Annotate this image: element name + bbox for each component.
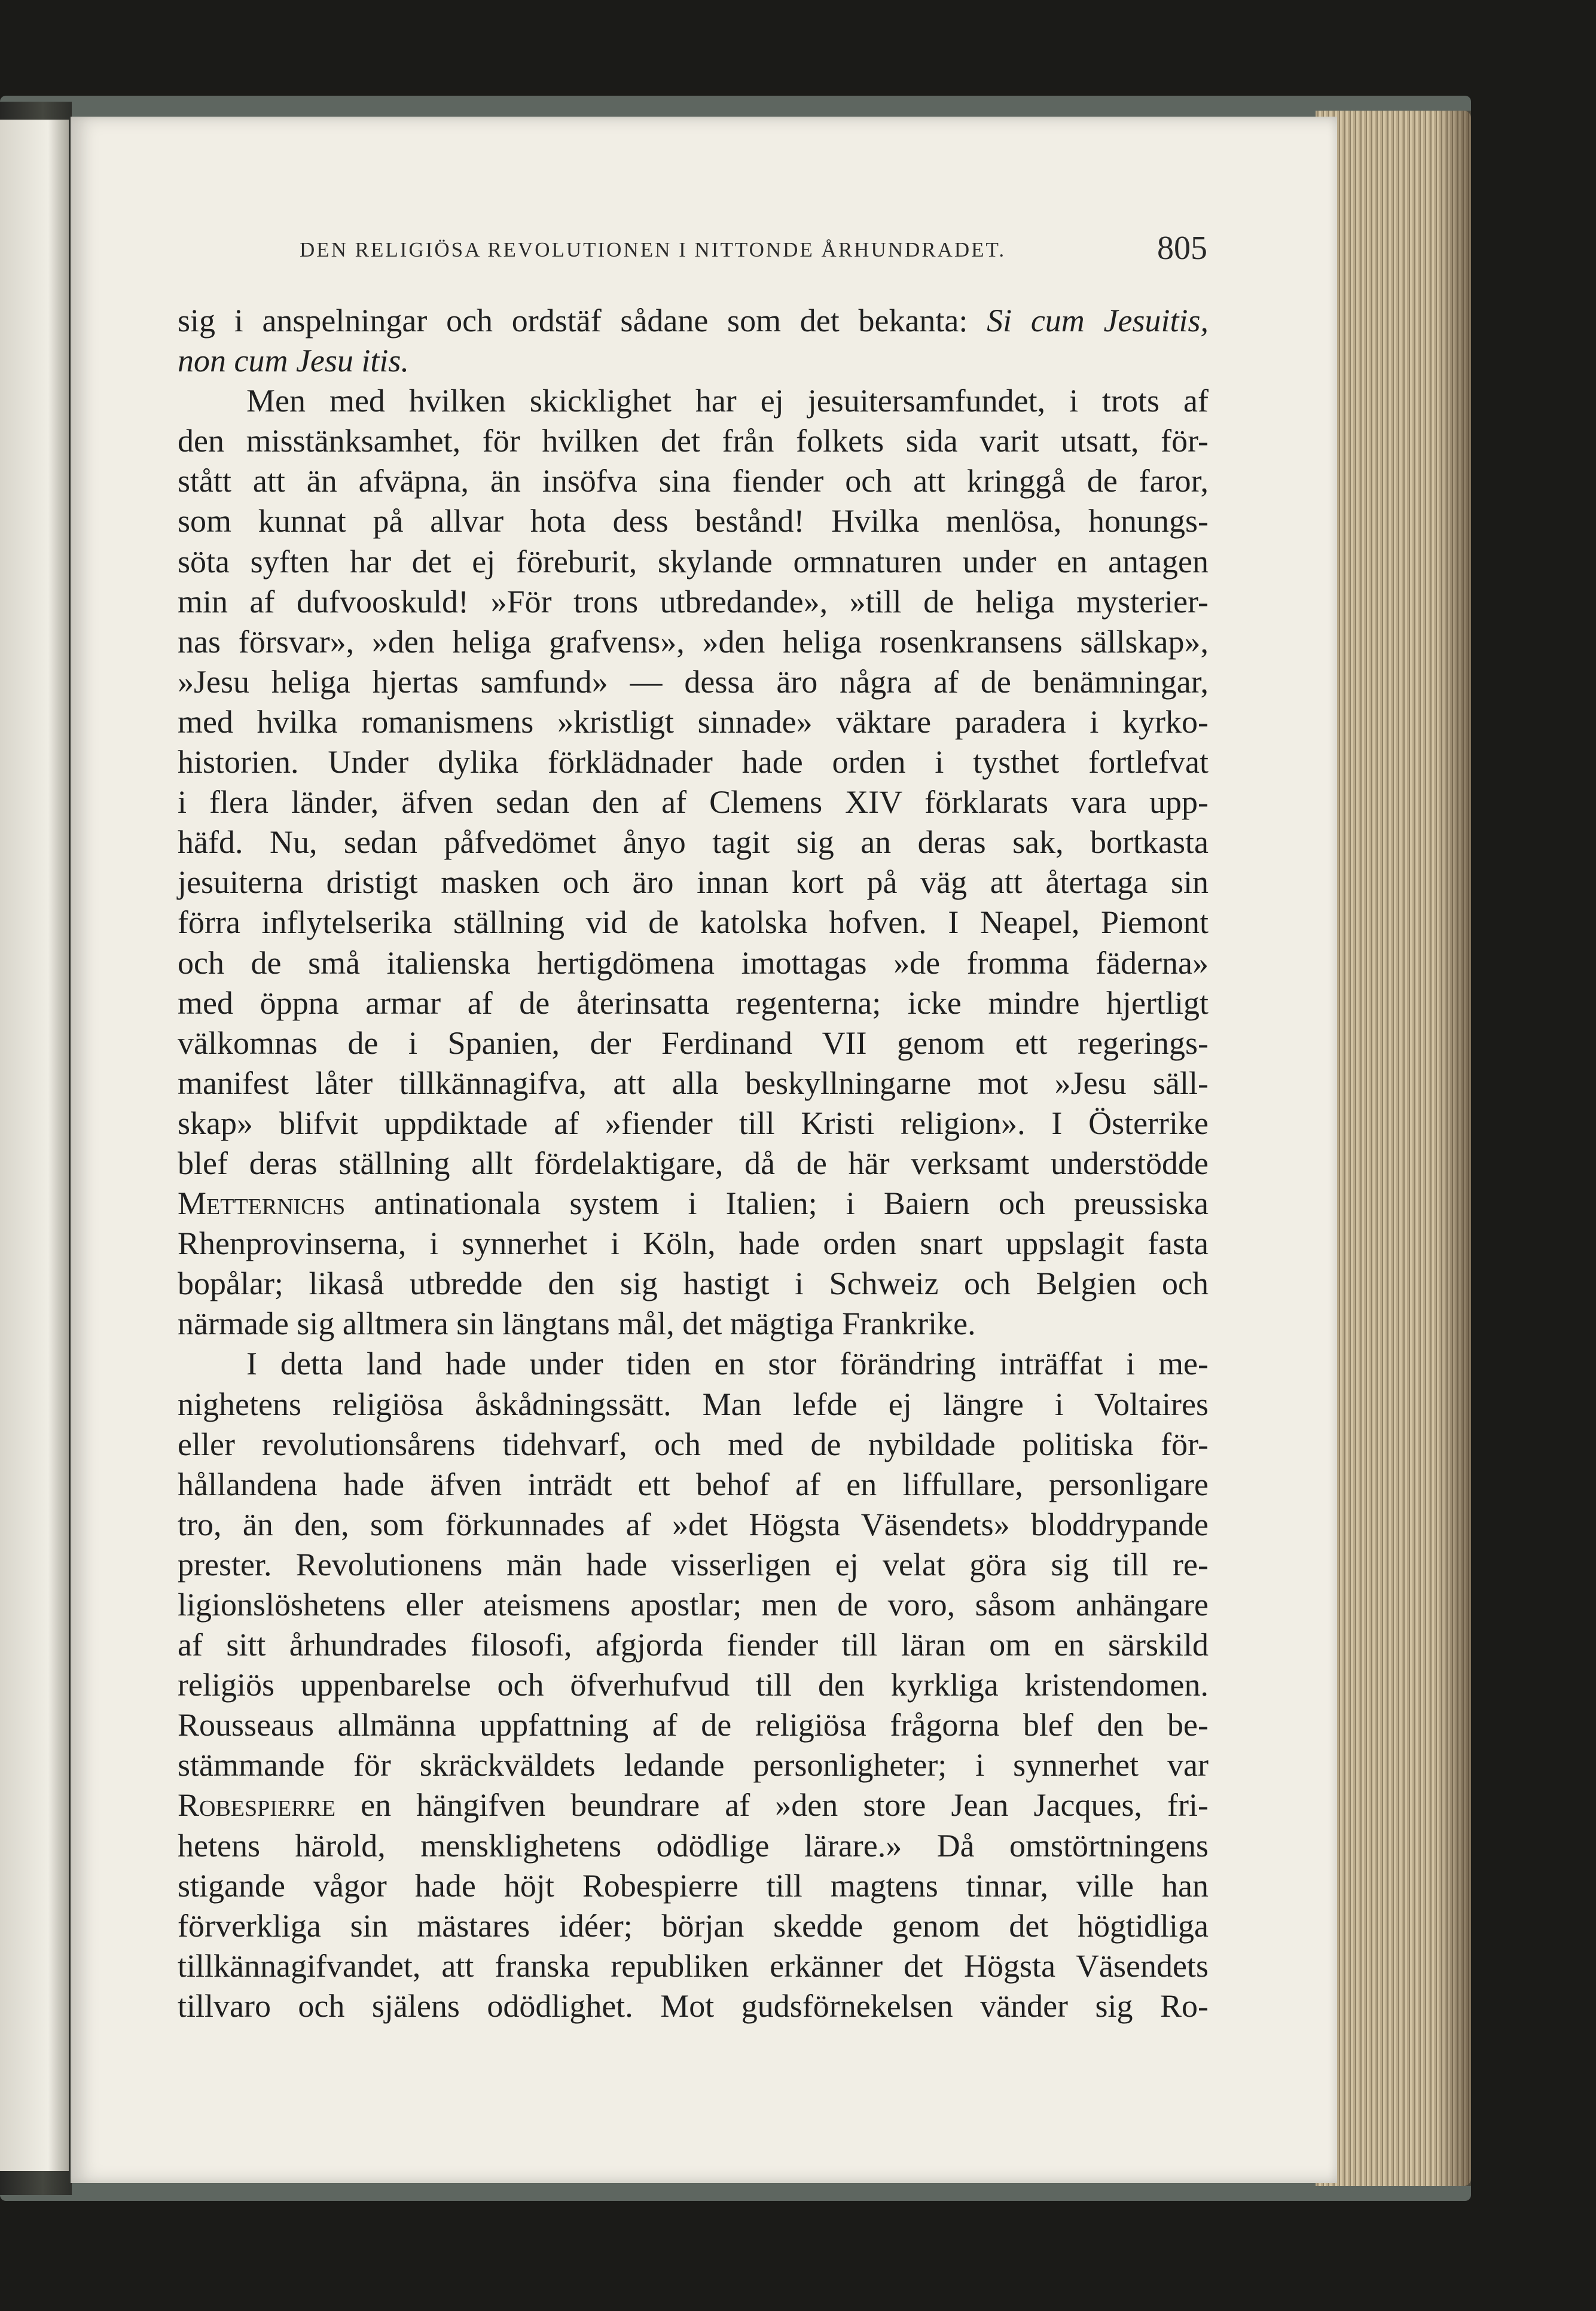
text-segment: ligionslöshetens eller ateismens apostlar; men de voro, såsom anhängare [178, 1587, 1209, 1623]
text-line [178, 1986, 1209, 2026]
text-segment: jesuiterna dristigt masken och äro innan kort på väg att återtaga sin [178, 864, 1209, 901]
text-line [178, 1785, 1209, 1825]
text-line [178, 622, 1209, 662]
text-line [178, 1545, 1209, 1585]
text-segment: sig i anspelningar och ordstäf sådane som det bekanta: [178, 303, 987, 339]
text-segment: och de små italienska hertigdömena imottagas »de fromma fäderna» [178, 944, 1209, 981]
text-line [178, 1585, 1209, 1625]
text-segment: en hängifven beundrare af »den store Jean Jacques, fri- [335, 1787, 1209, 1824]
text-line [178, 903, 1209, 943]
text-line [178, 1103, 1209, 1144]
text-segment: af sitt århundrades filosofi, afgjorda fiender till läran om en särskild [178, 1627, 1209, 1663]
text-line [178, 301, 1209, 341]
text-segment: stämmande för skräckväldets ledande personligheter; i synnerhet var [178, 1747, 1209, 1783]
text-line [178, 862, 1209, 903]
italic-phrase: non cum Jesu itis. [178, 343, 409, 379]
text-segment: Rhenprovinserna, i synnerhet i Köln, hade orden snart uppslagit fasta [178, 1225, 1209, 1262]
text-segment: söta syften har det ej föreburit, skylande ormnaturen under en antagen [178, 543, 1209, 580]
text-segment: Men med hvilken skicklighet har ej jesuitersamfundet, i trots af [246, 383, 1209, 419]
facing-page-edge [0, 120, 69, 2171]
text-line [178, 1505, 1209, 1545]
text-line [178, 943, 1209, 983]
text-segment: nighetens religiösa åskådningssätt. Man lefde ej längre i Voltaires [178, 1386, 1209, 1422]
text-line [178, 822, 1209, 862]
text-line [178, 983, 1209, 1023]
text-segment: som kunnat på allvar hota dess bestånd! Hvilka menlösa, honungs- [178, 503, 1209, 539]
text-segment: med hvilka romanismens »kristligt sinnade» väktare paradera i kyrko- [178, 703, 1209, 740]
page-stack-edge [1316, 111, 1471, 2186]
text-line [178, 1224, 1209, 1264]
text-segment: Rousseaus allmänna uppfattning af de religiösa frågorna blef den be- [178, 1707, 1209, 1743]
text-segment: den misstänksamhet, för hvilken det från folkets sida varit utsatt, för- [178, 423, 1209, 459]
text-segment: eller revolutionsårens tidehvarf, och med de nybildade politiska för- [178, 1426, 1209, 1462]
text-segment: stigande vågor hade höjt Robespierre till magtens tinnar, ville han [178, 1867, 1209, 1904]
text-line [178, 1705, 1209, 1745]
text-segment: I detta land hade under tiden en stor förändring inträffat i me- [246, 1346, 1209, 1382]
text-line [178, 1304, 1209, 1344]
text-line [178, 1665, 1209, 1705]
text-line [178, 1826, 1209, 1866]
text-segment: välkomnas de i Spanien, der Ferdinand VII genom ett regerings- [178, 1025, 1209, 1061]
text-segment: förverkliga sin mästares idéer; början skedde genom det högtidliga [178, 1907, 1209, 1944]
text-line [178, 542, 1209, 582]
text-segment: manifest låter tillkännagifva, att alla beskyllningarne mot »Jesu säll- [178, 1065, 1209, 1101]
body-text [178, 301, 1209, 2026]
text-line [178, 1946, 1209, 1986]
text-line [178, 501, 1209, 541]
text-segment: historien. Under dylika förklädnader hade orden i tysthet fortlefvat [178, 744, 1209, 781]
text-line [178, 421, 1209, 461]
text-segment: förra inflytelserika ställning vid de katolska hofven. I Neapel, Piemont [178, 904, 1209, 941]
text-line [178, 1264, 1209, 1304]
text-segment: häfd. Nu, sedan påfvedömet ånyo tagit sig an deras sak, bortkasta [178, 824, 1209, 861]
text-line [178, 1344, 1209, 1384]
text-segment: i flera länder, äfven sedan den af Clemens XIV förklarats vara upp- [178, 784, 1209, 821]
text-segment: religiös uppenbarelse och öfverhufvud till den kyrkliga kristendomen. [178, 1667, 1209, 1703]
text-line [178, 1866, 1209, 1906]
text-line [178, 1144, 1209, 1184]
text-line [178, 1906, 1209, 1946]
text-line [178, 1745, 1209, 1785]
text-segment: prester. Revolutionens män hade visserligen ej velat göra sig till re- [178, 1546, 1209, 1583]
text-line [178, 662, 1209, 702]
text-segment: hållandena hade äfven inträdt ett behof af en liffullare, personligare [178, 1466, 1209, 1502]
small-caps-name: Robespierre [178, 1787, 336, 1824]
text-line [178, 1465, 1209, 1505]
italic-phrase: Si cum Jesuitis, [987, 303, 1209, 339]
text-segment: tillvaro och själens odödlighet. Mot gudsförnekelsen vänder sig Ro- [178, 1987, 1209, 2024]
text-segment: bopålar; likaså utbredde den sig hastigt i Schweiz och Belgien och [178, 1266, 1209, 1302]
text-line [178, 381, 1209, 421]
text-line [178, 1385, 1209, 1425]
text-line [178, 782, 1209, 822]
text-segment: skap» blifvit uppdiktade af »fiender till Kristi religion». I Österrike [178, 1105, 1209, 1141]
text-line [178, 1063, 1209, 1103]
text-segment: närmade sig alltmera sin längtans mål, det mägtiga Frankrike. [178, 1306, 976, 1342]
text-line [178, 341, 1209, 381]
text-segment: blef deras ställning allt fördelaktigare, då de här verksamt understödde [178, 1145, 1209, 1181]
text-line [178, 1184, 1209, 1224]
running-head: DEN RELIGIÖSA REVOLUTIONEN I NITTONDE ÅRHUNDRADET. [300, 238, 1006, 261]
text-segment: antinationala system i Italien; i Baiern och preussiska [345, 1185, 1209, 1222]
small-caps-name: Metternichs [178, 1185, 346, 1222]
text-segment: nas försvar», »den heliga grafvens», »den heliga rosenkransens sällskap», [178, 623, 1209, 660]
text-segment: hetens härold, mensklighetens odödlige lärare.» Då omstörtningens [178, 1827, 1209, 1864]
text-line [178, 742, 1209, 782]
text-segment: tro, än den, som förkunnades af »det Högsta Väsendets» bloddrypande [178, 1506, 1209, 1542]
text-segment: tillkännagifvandet, att franska republiken erkänner det Högsta Väsendets [178, 1947, 1209, 1984]
page-number: 805 [1157, 230, 1207, 267]
text-segment: min af dufvooskuld! »För trons utbredande», »till de heliga mysterier- [178, 583, 1209, 620]
text-line [178, 702, 1209, 742]
text-line [178, 1023, 1209, 1063]
text-segment: »Jesu heliga hjertas samfund» — dessa äro några af de benämningar, [178, 663, 1209, 700]
text-segment: stått att än afväpna, än insöfva sina fiender och att kringgå de faror, [178, 463, 1209, 499]
text-line [178, 1425, 1209, 1465]
text-line [178, 582, 1209, 622]
text-line [178, 1625, 1209, 1665]
text-segment: med öppna armar af de återinsatta regenterna; icke mindre hjertligt [178, 984, 1209, 1021]
text-line [178, 461, 1209, 501]
